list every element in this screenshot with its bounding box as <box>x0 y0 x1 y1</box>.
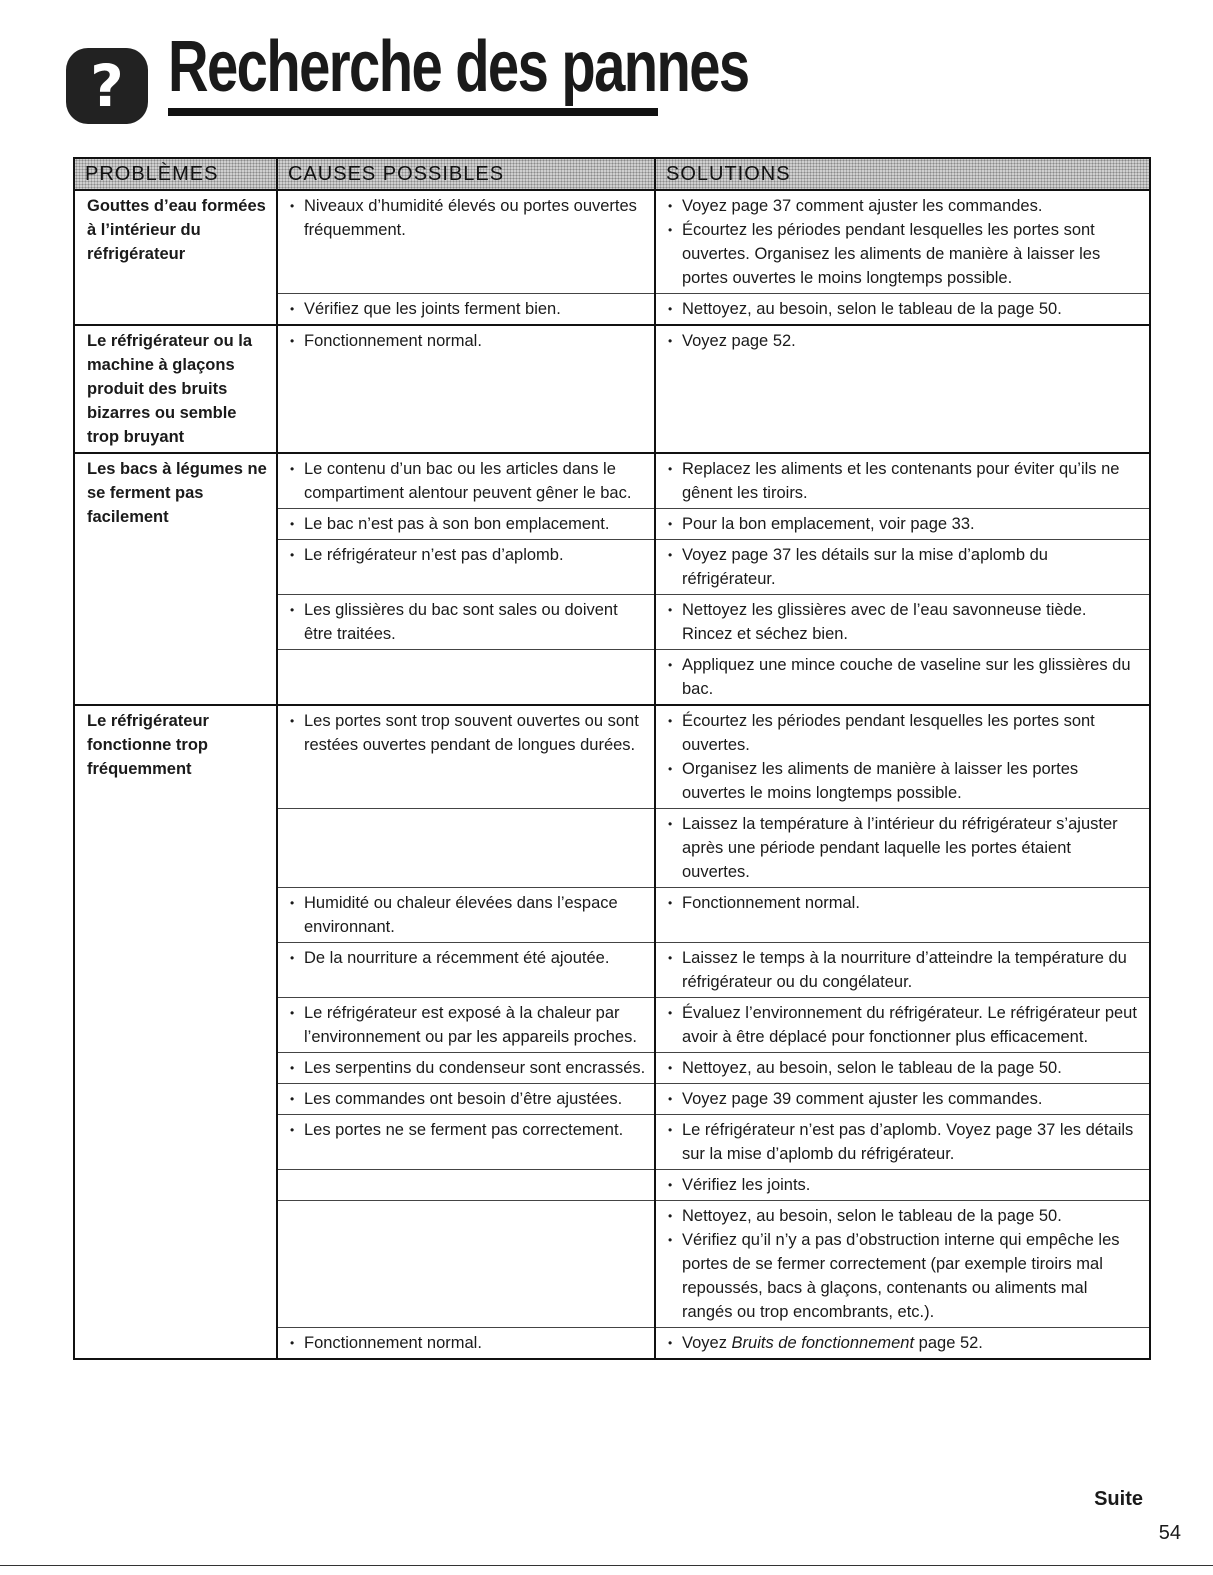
question-mark-icon: ? <box>66 48 148 124</box>
column-header-causes: CAUSES POSSIBLES <box>277 158 655 190</box>
solution-list <box>666 329 1141 353</box>
cause-cell <box>277 888 655 943</box>
solution-cell <box>655 1053 1150 1084</box>
solution-list <box>666 1331 1141 1355</box>
list-item: • Organisez les aliments de manière à laisser les portes ouvertes le moins longtemps possible. <box>666 757 1141 805</box>
list-item: • Voyez page 37 comment ajuster les commandes. <box>666 194 1141 218</box>
cause-list <box>288 1087 646 1111</box>
list-item: • Le contenu d’un bac ou les articles dans le compartiment alentour peuvent gêner le bac. <box>288 457 646 505</box>
cause-cell <box>277 540 655 595</box>
solution-list <box>666 812 1141 884</box>
solution-list <box>666 653 1141 701</box>
list-item: • Replacez les aliments et les contenants pour éviter qu’ils ne gênent les tiroirs. <box>666 457 1141 505</box>
cause-list <box>288 297 646 321</box>
cause-cell <box>277 595 655 650</box>
cause-cell <box>277 190 655 294</box>
solution-list <box>666 1118 1141 1166</box>
solution-cell <box>655 1170 1150 1201</box>
solution-list <box>666 709 1141 805</box>
list-item: • Appliquez une mince couche de vaseline sur les glissières du bac. <box>666 653 1141 701</box>
cause-cell <box>277 809 655 888</box>
solution-cell <box>655 509 1150 540</box>
cause-cell <box>277 509 655 540</box>
solution-list <box>666 297 1141 321</box>
solution-cell <box>655 1201 1150 1328</box>
list-item: • Laissez la température à l’intérieur du réfrigérateur s’ajuster après une période pendant laquelle les portes étaient ouvertes. <box>666 812 1141 884</box>
solution-list <box>666 1087 1141 1111</box>
list-item: • Fonctionnement normal. <box>666 891 1141 915</box>
table-row <box>74 190 1150 294</box>
list-item: • Écourtez les périodes pendant lesquelles les portes sont ouvertes. <box>666 709 1141 757</box>
cause-list <box>288 457 646 505</box>
solution-list <box>666 1173 1141 1197</box>
cause-list <box>288 512 646 536</box>
solution-list <box>666 1204 1141 1324</box>
list-item: • Nettoyez, au besoin, selon le tableau de la page 50. <box>666 297 1141 321</box>
column-header-problems: PROBLÈMES <box>74 158 277 190</box>
list-item: • Voyez page 52. <box>666 329 1141 353</box>
solution-cell <box>655 809 1150 888</box>
cause-cell <box>277 1084 655 1115</box>
table-body <box>74 190 1150 1359</box>
footer-divider <box>0 1565 1213 1566</box>
solution-cell <box>655 943 1150 998</box>
solution-list <box>666 891 1141 915</box>
solution-list <box>666 1001 1141 1049</box>
list-item: • Évaluez l’environnement du réfrigérateur. Le réfrigérateur peut avoir à être déplacé pour fonctionner plus efficacement. <box>666 1001 1141 1049</box>
cause-list <box>288 1001 646 1049</box>
list-item: • Les commandes ont besoin d’être ajustées. <box>288 1087 646 1111</box>
cause-cell <box>277 705 655 809</box>
continued-label: Suite <box>1094 1488 1143 1510</box>
list-item: • Nettoyez, au besoin, selon le tableau de la page 50. <box>666 1056 1141 1080</box>
solution-list <box>666 512 1141 536</box>
cause-list <box>288 194 646 242</box>
list-item: • Nettoyez, au besoin, selon le tableau de la page 50. <box>666 1204 1141 1228</box>
cause-cell <box>277 294 655 326</box>
list-item: • Fonctionnement normal. <box>288 329 646 353</box>
solution-cell <box>655 888 1150 943</box>
list-item: • Le bac n’est pas à son bon emplacement. <box>288 512 646 536</box>
solution-list <box>666 194 1141 290</box>
problem-cell: Gouttes d’eau formées à l’intérieur du réfrigérateur <box>74 190 277 325</box>
list-item: • Nettoyez les glissières avec de l’eau savonneuse tiède. Rincez et séchez bien. <box>666 598 1141 646</box>
list-item: • Les glissières du bac sont sales ou doivent être traitées. <box>288 598 646 646</box>
list-item: • Voyez page 37 les détails sur la mise d’aplomb du réfrigérateur. <box>666 543 1141 591</box>
solution-cell <box>655 453 1150 509</box>
solution-cell <box>655 1328 1150 1360</box>
list-item: • De la nourriture a récemment été ajoutée. <box>288 946 646 970</box>
list-item: • Les serpentins du condenseur sont encrassés. <box>288 1056 646 1080</box>
cause-list <box>288 598 646 646</box>
title-underline <box>168 108 658 116</box>
problem-cell: Les bacs à légumes ne se ferment pas facilement <box>74 453 277 705</box>
solution-cell <box>655 540 1150 595</box>
cause-list <box>288 1056 646 1080</box>
list-item: • Écourtez les périodes pendant lesquelles les portes sont ouvertes. Organisez les aliments de manière à laisser les portes ouvertes le moins longtemps possible. <box>666 218 1141 290</box>
table-row <box>74 325 1150 453</box>
list-item: • Le réfrigérateur n’est pas d’aplomb. <box>288 543 646 567</box>
cause-cell <box>277 1115 655 1170</box>
list-item: • Vérifiez les joints. <box>666 1173 1141 1197</box>
solution-list <box>666 946 1141 994</box>
cause-list <box>288 709 646 757</box>
list-item: • Voyez page 39 comment ajuster les commandes. <box>666 1087 1141 1111</box>
cause-cell <box>277 943 655 998</box>
cause-cell <box>277 1170 655 1201</box>
section-reference: Bruits de fonctionnement <box>731 1334 915 1352</box>
problem-cell: Le réfrigérateur fonctionne trop fréquemment <box>74 705 277 1359</box>
cause-list <box>288 946 646 970</box>
list-item: • Vérifiez que les joints ferment bien. <box>288 297 646 321</box>
list-item: • Pour la bon emplacement, voir page 33. <box>666 512 1141 536</box>
list-item: • Les portes ne se ferment pas correctement. <box>288 1118 646 1142</box>
list-item: • Fonctionnement normal. <box>288 1331 646 1355</box>
list-item: • Voyez Bruits de fonctionnement page 52. <box>666 1331 1141 1355</box>
solution-list <box>666 598 1141 646</box>
solution-cell <box>655 1084 1150 1115</box>
table-header-row <box>74 158 1150 190</box>
list-item: • Les portes sont trop souvent ouvertes ou sont restées ouvertes pendant de longues durées. <box>288 709 646 757</box>
solution-cell <box>655 650 1150 706</box>
list-item: • Le réfrigérateur n’est pas d’aplomb. Voyez page 37 les détails sur la mise d’aplomb du réfrigérateur. <box>666 1118 1141 1166</box>
cause-cell <box>277 650 655 706</box>
column-header-solutions: SOLUTIONS <box>655 158 1150 190</box>
list-item: • Laissez le temps à la nourriture d’atteindre la température du réfrigérateur ou du congélateur. <box>666 946 1141 994</box>
solution-cell <box>655 705 1150 809</box>
page-number: 54 <box>1158 1522 1181 1544</box>
cause-list <box>288 329 646 353</box>
solution-list <box>666 457 1141 505</box>
cause-cell <box>277 1328 655 1360</box>
solution-cell <box>655 998 1150 1053</box>
cause-cell <box>277 998 655 1053</box>
solution-cell <box>655 190 1150 294</box>
cause-list <box>288 543 646 567</box>
list-item: • Vérifiez qu’il n’y a pas d’obstruction interne qui empêche les portes de se fermer correctement (par exemple tiroirs mal repoussés, bacs à glaçons, contenants ou aliments mal rangés ou trop encombrants, etc.). <box>666 1228 1141 1324</box>
solution-list <box>666 1056 1141 1080</box>
table-row <box>74 705 1150 809</box>
cause-cell <box>277 453 655 509</box>
page-title: Recherche des pannes <box>168 27 749 107</box>
list-item: • Niveaux d’humidité élevés ou portes ouvertes fréquemment. <box>288 194 646 242</box>
solution-cell <box>655 1115 1150 1170</box>
cause-cell <box>277 1053 655 1084</box>
cause-list <box>288 891 646 939</box>
cause-list <box>288 1118 646 1142</box>
solution-cell <box>655 294 1150 326</box>
list-item: • Humidité ou chaleur élevées dans l’espace environnant. <box>288 891 646 939</box>
cause-cell <box>277 325 655 453</box>
problem-cell: Le réfrigérateur ou la machine à glaçons produit des bruits bizarres ou semble trop bruyant <box>74 325 277 453</box>
cause-list <box>288 1331 646 1355</box>
troubleshooting-table <box>73 157 1151 1360</box>
table-row <box>74 453 1150 509</box>
solution-cell <box>655 595 1150 650</box>
cause-cell <box>277 1201 655 1328</box>
list-item: • Le réfrigérateur est exposé à la chaleur par l’environnement ou par les appareils proches. <box>288 1001 646 1049</box>
solution-cell <box>655 325 1150 453</box>
solution-list <box>666 543 1141 591</box>
